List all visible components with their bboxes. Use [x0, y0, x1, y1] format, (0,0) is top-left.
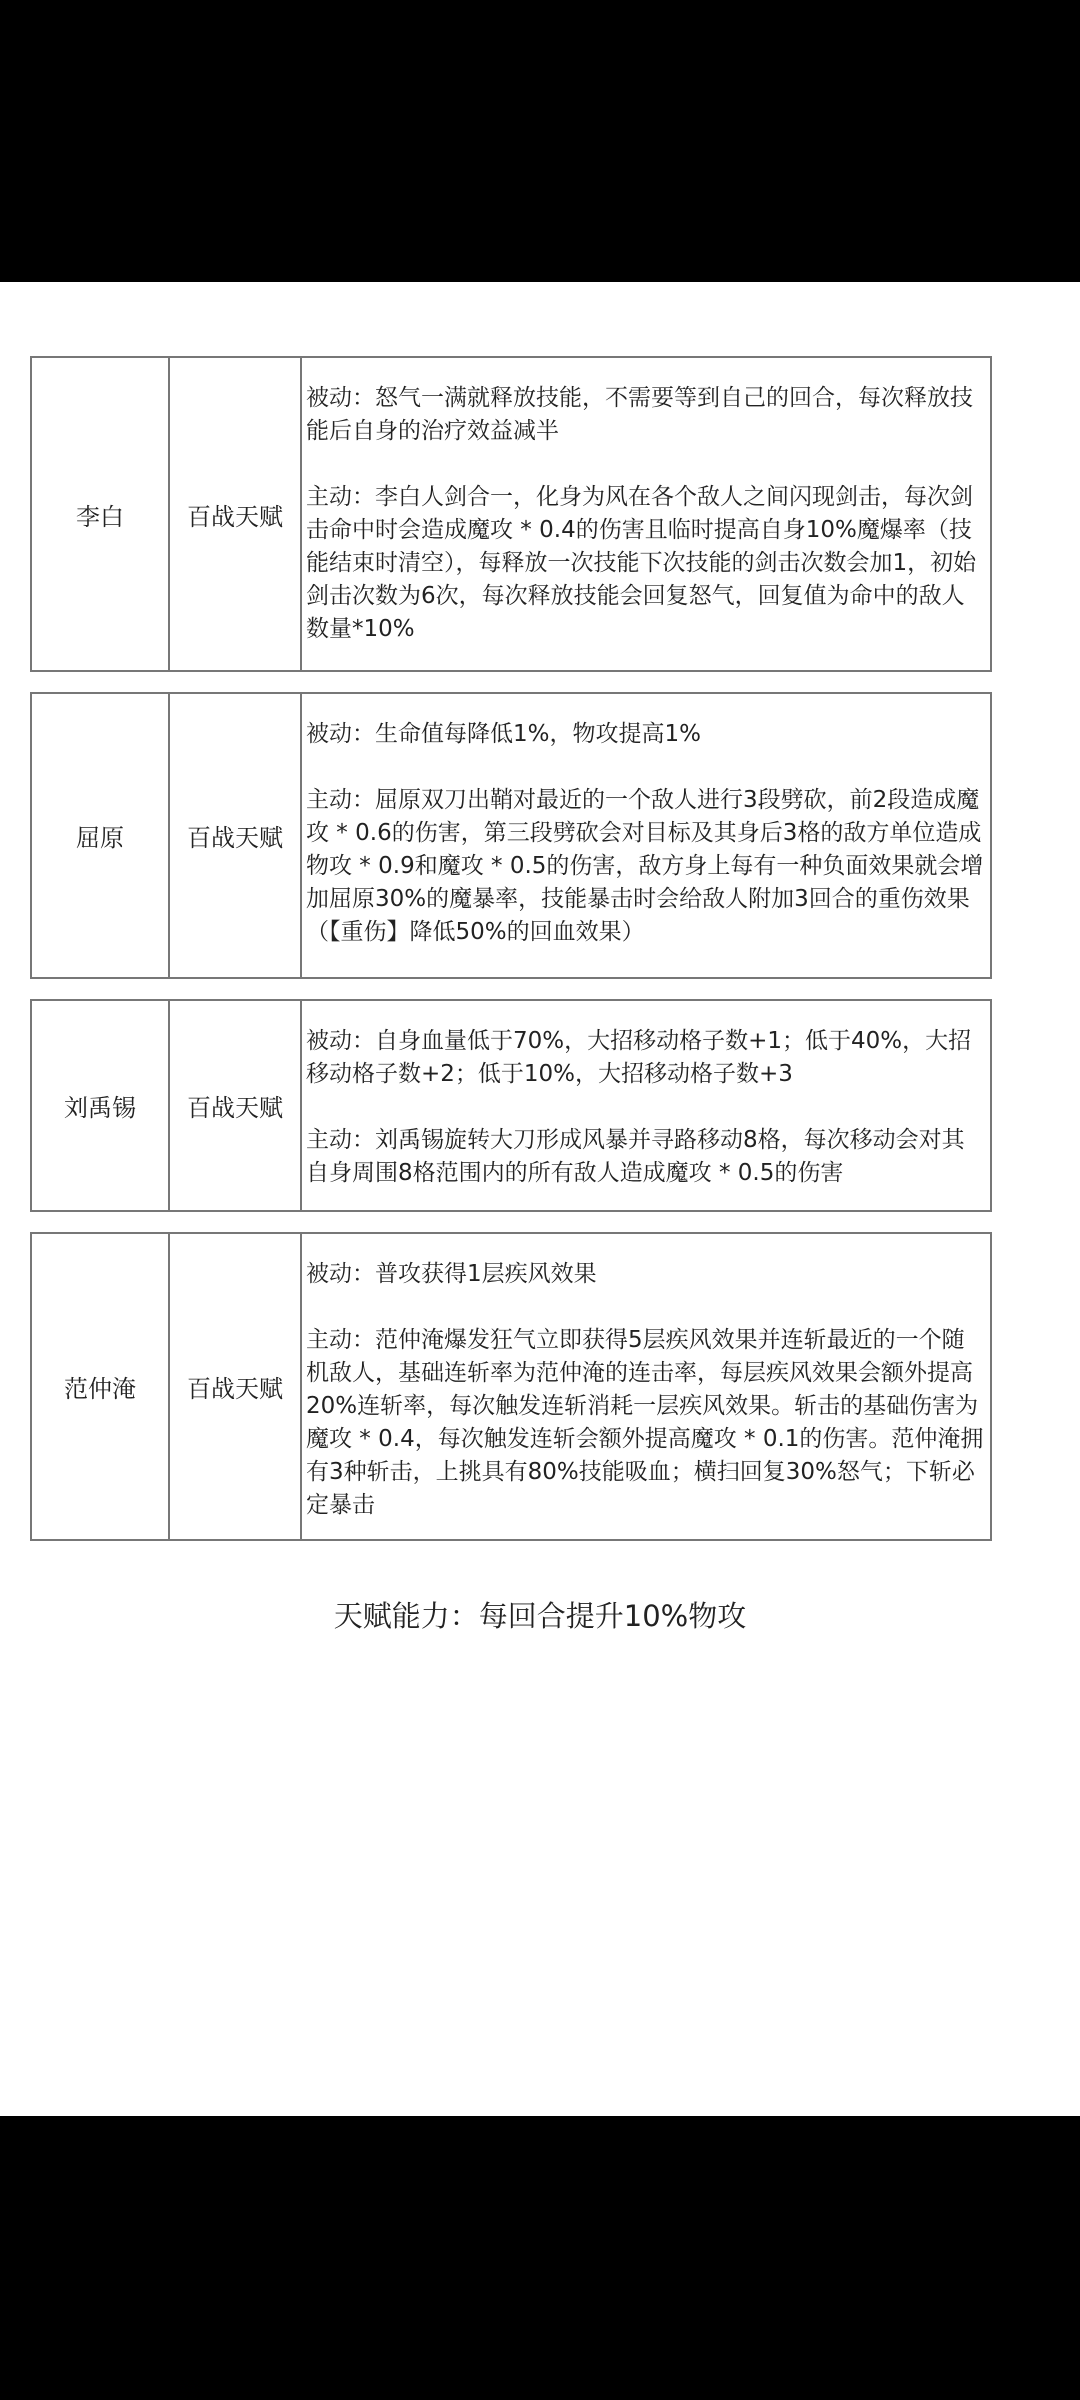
- passive-text: 被动：生命值每降低1%，物攻提高1%: [306, 721, 701, 747]
- hero-row-fanzhongyan: [30, 1232, 992, 1541]
- active-text: 主动：范仲淹爆发狂气立即获得5层疾风效果并连斩最近的一个随机敌人，基础连斩率为范仲淹的连击率，每层疾风效果会额外提高20%连斩率，每次触发连斩消耗一层疾风效果。斩击的基础伤害为魔攻 * 0.4，每次触发连斩会额外提高魔攻 * 0.1的伤害。范仲淹拥有3种斩击，上挑具有80%技能吸血；横扫回复30%怒气；下斩必定暴击: [306, 1327, 984, 1518]
- hero-row-quyuan: [30, 692, 992, 979]
- passive-text: 被动：怒气一满就释放技能，不需要等到自己的回合，每次释放技能后自身的治疗效益减半: [306, 385, 973, 444]
- hero-row-liuyuxi: [30, 999, 992, 1212]
- talent-type: 百战天赋: [170, 1234, 302, 1539]
- hero-name: 屈原: [32, 694, 170, 977]
- skill-description: [302, 694, 990, 977]
- passive-text: 被动：普攻获得1层疾风效果: [306, 1261, 597, 1287]
- skill-description: [302, 1001, 990, 1210]
- skill-description: [302, 358, 990, 670]
- talent-type: 百战天赋: [170, 358, 302, 670]
- talent-ability-summary: 天赋能力：每回合提升10%物攻: [333, 1599, 747, 1633]
- hero-row-libai: [30, 356, 992, 672]
- active-text: 主动：刘禹锡旋转大刀形成风暴并寻路移动8格，每次移动会对其自身周围8格范围内的所有敌人造成魔攻 * 0.5的伤害: [306, 1127, 965, 1186]
- passive-text: 被动：自身血量低于70%，大招移动格子数+1；低于40%，大招移动格子数+2；低于10%，大招移动格子数+3: [306, 1028, 972, 1087]
- hero-name: 刘禹锡: [32, 1001, 170, 1210]
- bottom-black-bar: [0, 2116, 1080, 2400]
- talent-type: 百战天赋: [170, 694, 302, 977]
- active-text: 主动：李白人剑合一，化身为风在各个敌人之间闪现剑击，每次剑击命中时会造成魔攻 * 0.4的伤害且临时提高自身10%魔爆率（技能结束时清空），每释放一次技能下次技能的剑击次数会加1，初始剑击次数为6次，每次释放技能会回复怒气，回复值为命中的敌人数量*10%: [306, 484, 977, 642]
- active-text: 主动：屈原双刀出鞘对最近的一个敌人进行3段劈砍，前2段造成魔攻 * 0.6的伤害，第三段劈砍会对目标及其身后3格的敌方单位造成物攻 * 0.9和魔攻 * 0.5的伤害，敌方身上每有一种负面效果就会增加屈原30%的魔暴率，技能暴击时会给敌人附加3回合的重伤效果（【重伤】降低50%的回血效果）: [306, 787, 984, 945]
- skill-description: [302, 1234, 990, 1539]
- top-black-bar: [0, 0, 1080, 282]
- hero-name: 李白: [32, 358, 170, 670]
- hero-name: 范仲淹: [32, 1234, 170, 1539]
- talent-type: 百战天赋: [170, 1001, 302, 1210]
